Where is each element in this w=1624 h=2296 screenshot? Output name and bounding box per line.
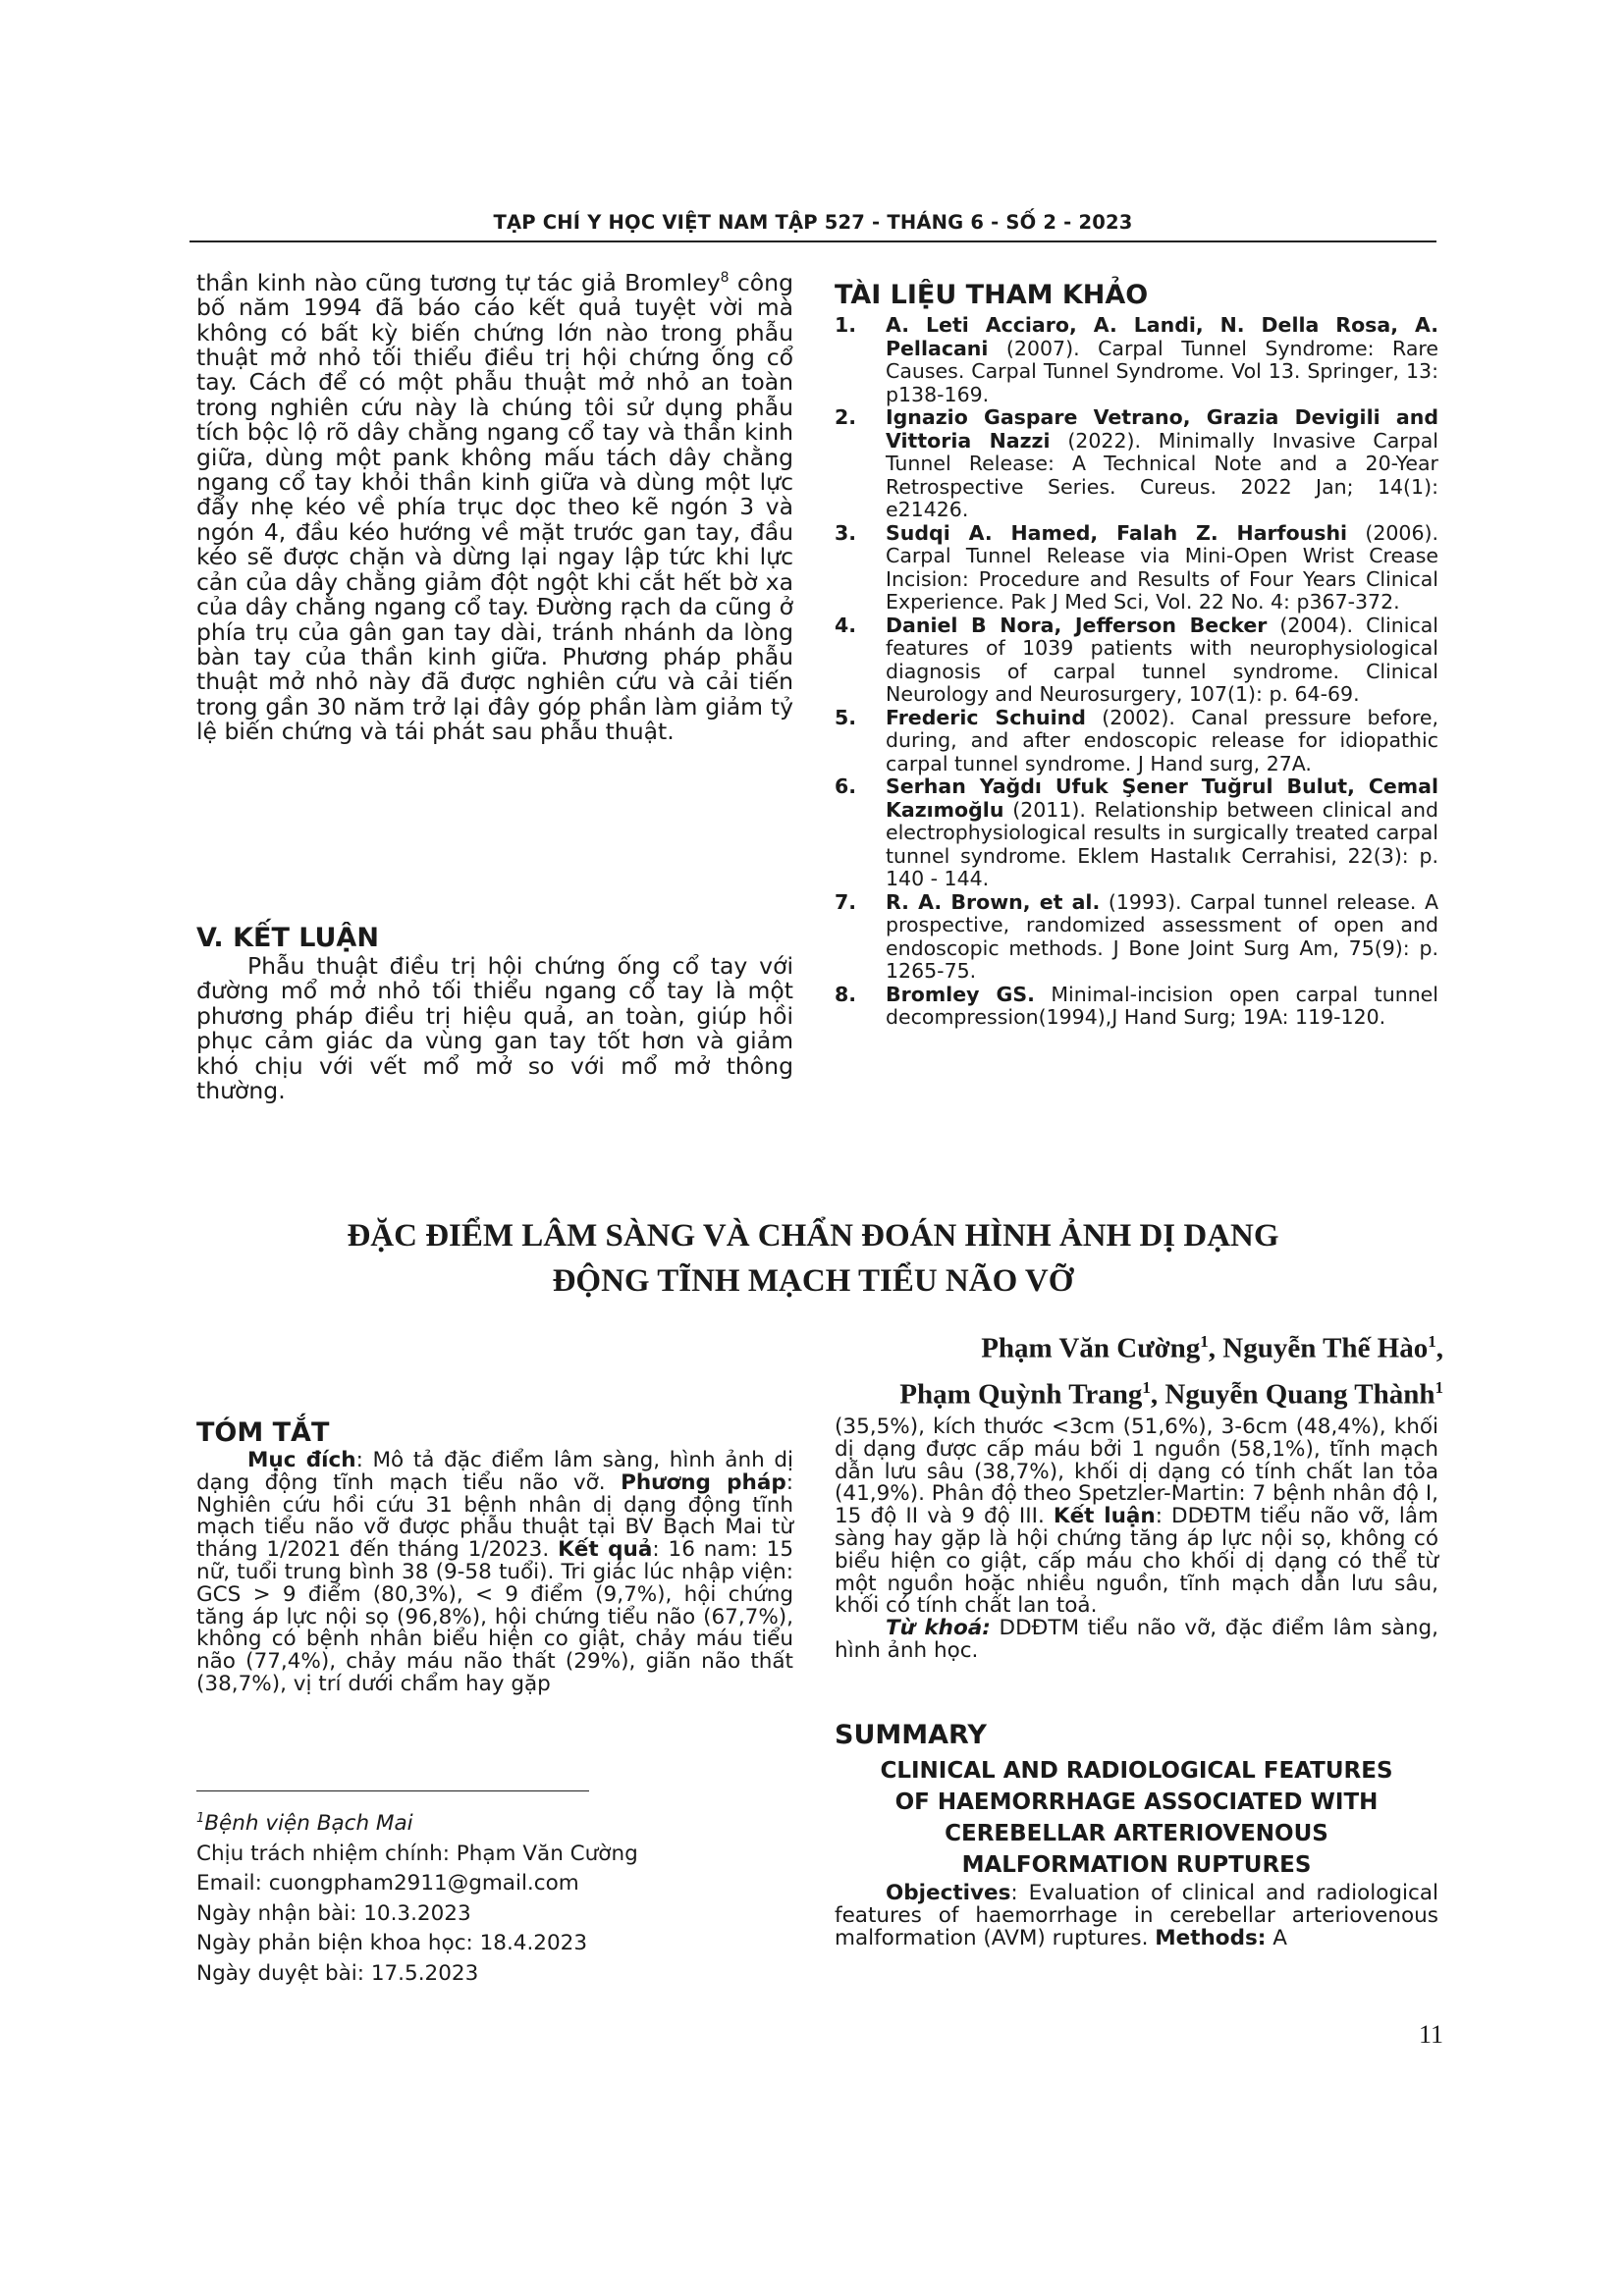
reference-item — [835, 775, 1438, 891]
author-separator: , — [1150, 1378, 1165, 1411]
summary-title — [835, 1755, 1438, 1881]
author-name: Phạm Văn Cường — [981, 1332, 1201, 1364]
discussion-text-part2: công bố năm 1994 đã báo cáo kết quả tuyệt vời mà không có bất kỳ biến chứng lớn nào trong phẫu thuật mở nhỏ tối thiểu điều trị hội chứng ống cổ tay. Cách để có một phẫu thuật mở nhỏ an toàn trong nghiên cứu này là chúng tôi sử dụng phẫu tích bộc lộ rõ dây chằng ngang cổ tay và thần kinh giữa, dùng một pank không mấu tách dây chằng ngang cổ tay khỏi thần kinh giữa và dùng một lực đẩy nhẹ kéo về phía trục dọc theo kẽ ngón 3 và ngón 4, đầu kéo hướng về mặt trước gan tay, đầu kéo sẽ được chặn và dừng lại ngay lập tức khi lực cản của dây chằng giảm đột ngột khi cắt hết bờ xa của dây chằng ngang cổ tay. Đường rạch da cũng ở phía trụ của gân gan tay dài, tránh nhánh da lòng bàn tay của thần kinh giữa. Phương pháp phẫu thuật mở nhỏ này đã được nghiên cứu và cải tiến trong gần 30 năm trở lại đây góp phần làm giảm tỷ lệ biến chứng và tái phát sau phẫu thuật. — [196, 268, 793, 746]
author-line-1: Phạm Văn Cường$^1$, Nguyễn Thế Hào$^1$, — [981, 1332, 1443, 1364]
affiliation-mark: 1 — [1428, 1332, 1436, 1351]
author-name: Nguyễn Quang Thành — [1164, 1378, 1435, 1411]
reference-details: (2011). Relationship between clinical and electrophysiological results in surgically treated carpal tunnel syndrome. Eklem Hastalık Cerrahisi, 22(3): p. 140 - 144. — [886, 797, 1438, 890]
footnotes — [196, 1804, 785, 1989]
objectives-label: Objectives — [886, 1881, 1011, 1905]
reference-number: 4. — [835, 613, 857, 637]
reference-number: 2. — [835, 405, 857, 429]
page-number: 11 — [1418, 2020, 1443, 2049]
author-name: Phạm Quỳnh Trang — [899, 1378, 1143, 1411]
reference-details: (2022). Minimally Invasive Carpal Tunnel Release: A Technical Note and a 20-Year Retrospective Series. Cureus. 2022 Jan; 14(1): e21426. — [886, 428, 1438, 521]
header-rule — [189, 240, 1436, 242]
summary-title-line: CLINICAL AND RADIOLOGICAL FEATURES — [880, 1758, 1393, 1784]
conclusion-text: Phẫu thuật điều trị hội chứng ống cổ tay với đường mổ mở nhỏ tối thiểu ngang cổ tay là một phương pháp điều trị hiệu quả, an toàn, giúp hồi phục cảm giác da vùng gan tay tốt hơn và giảm khó chịu với vết mổ mở so với mổ mở thông thường. — [196, 952, 793, 1105]
reference-number: 5. — [835, 705, 857, 729]
reference-authors: Sudqi A. Hamed, Falah Z. Harfoushi — [886, 520, 1348, 545]
reference-details: Minimal-incision open carpal tunnel decompression(1994),J Hand Surg; 19A: 119-120. — [886, 982, 1438, 1029]
approval-date: Ngày duyệt bài: 17.5.2023 — [196, 1960, 479, 1986]
affiliation-mark: 1 — [1435, 1377, 1443, 1397]
conclusion-heading: V. KẾT LUẬN — [196, 923, 379, 953]
summary-paragraph — [835, 1883, 1438, 1949]
reference-number: 6. — [835, 774, 857, 798]
running-header: TẠP CHÍ Y HỌC VIỆT NAM TẬP 527 - THÁNG 6 - SỐ 2 - 2023 — [493, 211, 1133, 234]
review-date: Ngày phản biện khoa học: 18.4.2023 — [196, 1931, 588, 1956]
methods-label: Methods: — [1155, 1925, 1267, 1950]
reference-item — [835, 522, 1438, 614]
abstract-heading: TÓM TẮT — [196, 1417, 330, 1448]
reference-number: 1. — [835, 313, 857, 337]
reference-number: 3. — [835, 520, 857, 545]
conclusion-label: Kết luận — [1053, 1504, 1156, 1529]
reference-details: (1993). Carpal tunnel release. A prospective, randomized assessment of open and endoscopic methods. J Bone Joint Surg Am, 75(9): p. 1265-75. — [886, 889, 1438, 983]
affiliation-mark: 1 — [1200, 1332, 1209, 1351]
affiliation-mark: 1 — [196, 1811, 205, 1826]
article-title — [189, 1213, 1436, 1304]
abstract-conclusion-text: : DDĐTM tiểu não vỡ, lâm sàng hay gặp là hội chứng tăng áp lực nội sọ, không có biểu hiện co giật, cấp máu cho khối dị dạng có thể từ một nguồn hoặc nhiều nguồn, tĩnh mạch dẫn lưu sâu, khối có tính chất lan toả. — [835, 1504, 1438, 1619]
keywords-text: DDĐTM tiểu não vỡ, đặc điểm lâm sàng, hình ảnh học. — [835, 1616, 1438, 1663]
reference-authors: A. Leti Acciaro, A. Landi, N. Della Rosa, A. Pellacani — [886, 313, 1438, 360]
reference-authors: Serhan Yağdı Ufuk Şener Tuğrul Bulut, Cemal Kazımoğlu — [886, 774, 1438, 822]
reference-item — [835, 406, 1438, 522]
author-list — [687, 1322, 1443, 1414]
conclusion-paragraph — [196, 954, 793, 1103]
reference-item — [835, 707, 1438, 776]
reference-authors: Frederic Schuind — [886, 705, 1086, 729]
discussion-paragraph — [196, 266, 793, 745]
objective-label: Mục đích — [247, 1448, 356, 1472]
reference-details: (2004). Clinical features of 1039 patients with neurophysiological diagnosis of carpal tunnel syndrome. Clinical Neurology and Neurosurgery, 107(1): p. 64-69. — [886, 613, 1438, 706]
footnote-rule — [196, 1790, 589, 1791]
results-text: : 16 nam: 15 nữ, tuổi trung bình 38 (9-58 tuổi). Tri giác lúc nhập viện: GCS > 9 điểm (80,3%), < 9 điểm (9,7%), hội chứng tăng áp lực nội sọ (96,8%), hội chứng tiểu não (67,7%), không có bệnh nhân biểu hiện co giật, chảy máu tiểu não (77,4%), chảy máu não thất (29%), giãn não thất (38,7%), vị trí dưới chẩm hay gặp — [196, 1537, 794, 1696]
reference-authors: Ignazio Gaspare Vetrano, Grazia Devigili and Vittoria Nazzi — [886, 405, 1438, 453]
affiliation-footnote — [196, 1804, 785, 1840]
reference-authors: Daniel B Nora, Jefferson Becker — [886, 613, 1268, 637]
reference-details: (2007). Carpal Tunnel Syndrome: Rare Causes. Carpal Tunnel Syndrome. Vol 13. Springer, 13: p138-169. — [886, 336, 1438, 406]
reference-item — [835, 614, 1438, 707]
summary-title-line: MALFORMATION RUPTURES — [961, 1852, 1312, 1878]
article-title-line-1: ĐẶC ĐIỂM LÂM SÀNG VÀ CHẨN ĐOÁN HÌNH ẢNH DỊ DẠNG — [347, 1218, 1279, 1254]
objectives-text: : Evaluation of clinical and radiological features of haemorrhage in cerebellar arteriovenous malformation (AVM) ruptures. — [835, 1881, 1438, 1950]
objective-text: : Mô tả đặc điểm lâm sàng, hình ảnh dị dạng động tĩnh mạch tiểu não vỡ. — [196, 1448, 793, 1495]
author-separator: , — [1208, 1332, 1223, 1364]
article-title-line-2: ĐỘNG TĨNH MẠCH TIỂU NÃO VỠ — [552, 1263, 1074, 1299]
method-label: Phương pháp — [621, 1469, 786, 1495]
affiliation-name: Bệnh viện Bạch Mai — [204, 1811, 413, 1837]
reference-details: (2002). Canal pressure before, during, and after endoscopic release for idiopathic carpal tunnel syndrome. J Hand surg, 27A. — [886, 705, 1438, 775]
reference-authors: Bromley GS. — [886, 982, 1035, 1006]
reference-item — [835, 984, 1438, 1030]
results-text-continued: (35,5%), kích thước <3cm (51,6%), 3-6cm (48,4%), khối dị dạng được cấp máu bởi 1 nguồn (58,1%), tĩnh mạch dẫn lưu sâu (38,7%), khối dị dạng có tính chất lan tỏa (41,9%). Phân độ theo Spetzler-Martin: 7 bệnh nhân độ I, 15 độ II và 9 độ III. — [835, 1415, 1438, 1529]
summary-title-line: CEREBELLAR ARTERIOVENOUS — [945, 1821, 1328, 1846]
summary-title-line: OF HAEMORRHAGE ASSOCIATED WITH — [894, 1789, 1379, 1815]
author-line-2 — [687, 1368, 1443, 1415]
abstract-paragraph-right — [835, 1416, 1438, 1663]
discussion-text-part1: thần kinh nào cũng tương tự tác giả Bromley — [196, 268, 721, 296]
method-text: : Nghiên cứu hồi cứu 31 bệnh nhân dị dạng động tĩnh mạch tiểu não vỡ được phẫu thuật tại BV Bạch Mai từ tháng 1/2021 đến tháng 1/2023. — [196, 1469, 793, 1563]
references-heading: TÀI LIỆU THAM KHẢO — [835, 280, 1149, 310]
reference-item — [835, 314, 1438, 406]
summary-heading: SUMMARY — [835, 1720, 987, 1750]
received-date: Ngày nhận bài: 10.3.2023 — [196, 1900, 471, 1926]
reference-details: (2006). Carpal Tunnel Release via Mini-Open Wrist Crease Incision: Procedure and Results of Four Years Clinical Experience. Pak J Med Sci, Vol. 22 No. 4: p367-372. — [886, 520, 1439, 614]
reference-item — [835, 891, 1438, 984]
contact-email: Email: cuongpham2911@gmail.com — [196, 1871, 579, 1896]
reference-authors: R. A. Brown, et al. — [886, 889, 1101, 914]
results-label: Kết quả — [558, 1537, 653, 1563]
affiliation-mark: 1 — [1142, 1377, 1151, 1397]
abstract-paragraph-left — [196, 1450, 793, 1696]
keywords-label: Từ khoá: — [886, 1616, 991, 1641]
methods-text: A — [1266, 1925, 1287, 1950]
reference-number: 7. — [835, 889, 857, 914]
reference-list — [835, 314, 1438, 1030]
citation-superscript: 8 — [720, 270, 730, 286]
reference-number: 8. — [835, 982, 857, 1006]
author-name: Nguyễn Thế Hào — [1222, 1332, 1429, 1364]
responsible-author: Chịu trách nhiệm chính: Phạm Văn Cường — [196, 1841, 638, 1866]
